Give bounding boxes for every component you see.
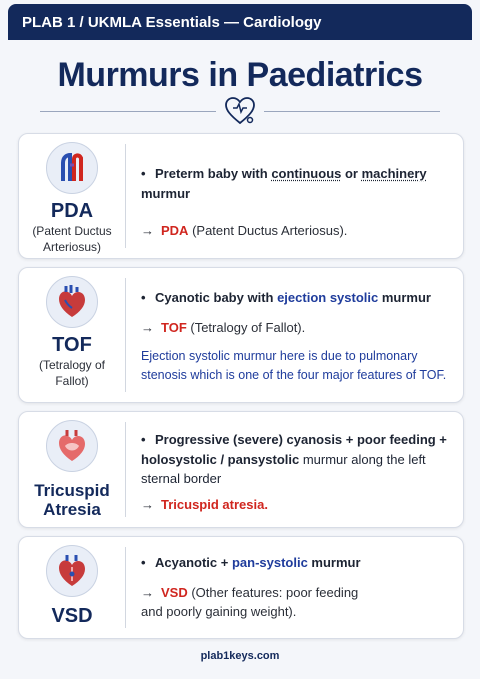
pda-heart-icon xyxy=(46,142,98,194)
header-title: PLAB 1 / UKMLA Essentials — Cardiology xyxy=(22,13,322,31)
card-bullet: • Acyanotic + pan-systolic murmur xyxy=(141,555,361,570)
card-abbr: PDA xyxy=(50,200,94,222)
footer-site: plab1keys.com xyxy=(200,650,280,662)
card-tof xyxy=(18,267,464,403)
header-bar xyxy=(8,4,472,40)
card-diagnosis: → Tricuspid atresia. xyxy=(141,495,453,515)
heart-stethoscope-icon xyxy=(224,96,256,126)
title-divider-right xyxy=(264,111,440,112)
card-fullname: (Patent Ductus Arteriosus) xyxy=(32,224,112,254)
card-abbr: TOF xyxy=(52,334,92,356)
card-bullet: • Cyanotic baby with ejection systolic murmur xyxy=(141,290,431,305)
title-divider-left xyxy=(40,111,216,112)
card-diagnosis: → TOF (Tetralogy of Fallot). xyxy=(141,318,453,338)
arrow-icon: → xyxy=(141,319,154,335)
card-abbr: VSD xyxy=(51,605,93,627)
card-abbr: Tricuspid Atresia xyxy=(34,481,110,519)
card-tricuspid-atresia xyxy=(18,411,464,528)
tof-heart-icon xyxy=(46,276,98,328)
card-bullet: • Progressive (severe) cyanosis + poor feeding + holosystolic / pansystolic murmur along the left sternal border xyxy=(141,432,447,486)
card-diagnosis: → VSD (Other features: poor feeding and poorly gaining weight). xyxy=(141,584,359,619)
tricuspid-heart-icon xyxy=(46,420,98,472)
card-diagnosis: → PDA (Patent Ductus Arteriosus). xyxy=(141,221,453,241)
card-pda xyxy=(18,133,464,259)
card-fullname: (Tetralogy of Fallot) xyxy=(38,358,106,388)
card-vsd xyxy=(18,536,464,639)
card-bullet: • Preterm baby with continuous or machinery murmur xyxy=(141,166,427,201)
vsd-heart-icon xyxy=(46,545,98,597)
arrow-icon: → xyxy=(141,584,154,600)
arrow-icon: → xyxy=(141,223,154,238)
arrow-icon: → xyxy=(141,496,154,512)
card-note: Ejection systolic murmur here is due to pulmonary stenosis which is one of the four major features of TOF. xyxy=(141,349,447,383)
page-title: Murmurs in Paediatrics xyxy=(57,56,423,94)
